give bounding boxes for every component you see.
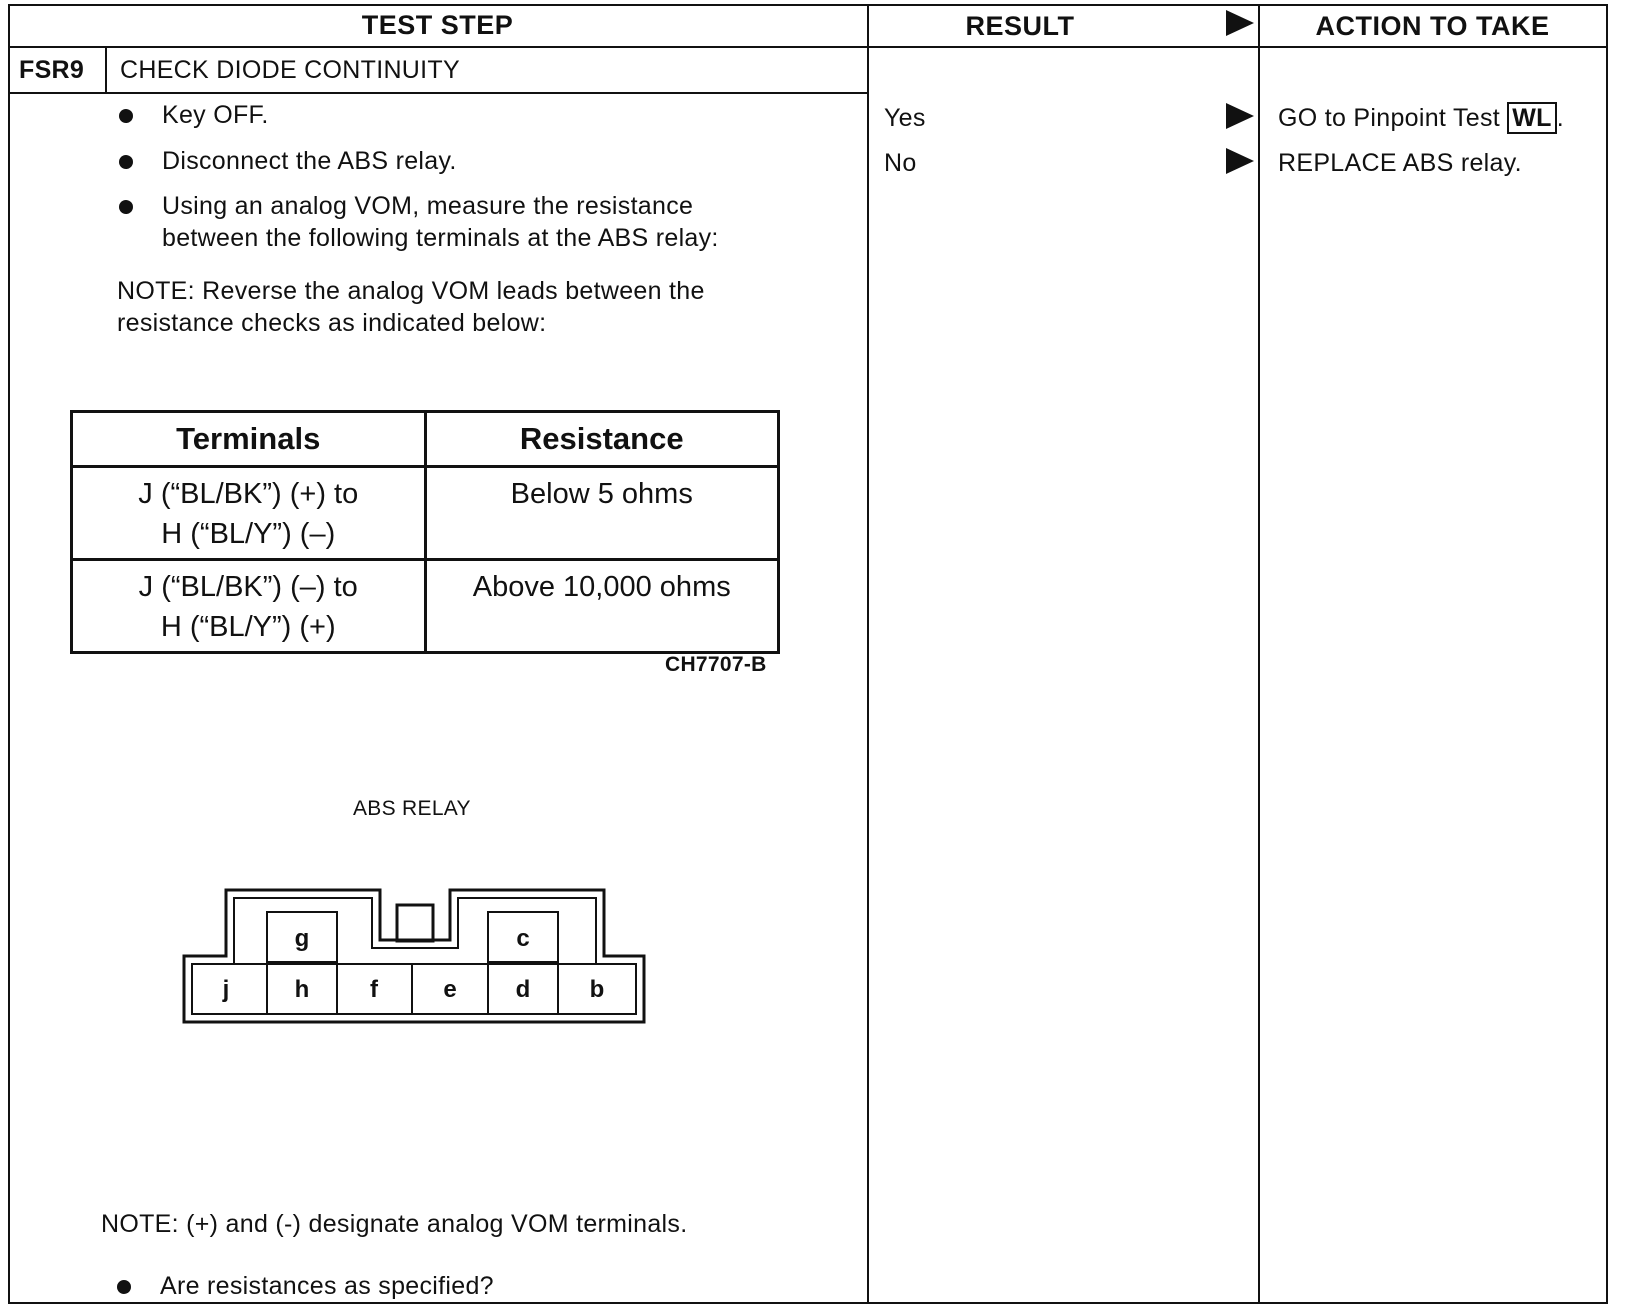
bullet-key-off: Key OFF.: [162, 101, 269, 129]
table-row: [72, 467, 779, 560]
relay-label: ABS RELAY: [353, 797, 471, 820]
terminals-line: J (“BL/BK”) (+) to: [138, 478, 359, 510]
pin-label-bottom: h: [294, 976, 310, 1003]
pin-label-top: c: [516, 925, 530, 952]
question-resistances: Are resistances as specified?: [160, 1272, 494, 1300]
header-test-step: TEST STEP: [361, 10, 514, 40]
step-code-divider: [105, 46, 107, 92]
terminals-line: H (“BL/Y”) (+): [160, 611, 336, 643]
resistance-table: [70, 410, 780, 654]
resistance-cell: Below 5 ohms: [425, 467, 779, 560]
pin-label-bottom: j: [222, 976, 230, 1003]
note-reverse-line2: resistance checks as indicated below:: [117, 309, 547, 337]
bullet-icon: [119, 200, 133, 214]
divider-result-action: [1258, 4, 1260, 1304]
terminals-cell: [72, 560, 426, 653]
arrow-right-icon: [1226, 103, 1254, 129]
table-row: [72, 560, 779, 653]
divider-test-result: [867, 4, 869, 1304]
header-action: ACTION TO TAKE: [1315, 11, 1550, 41]
result-yes: Yes: [884, 104, 926, 132]
header-divider: [8, 46, 1608, 48]
column-header-terminals: Terminals: [72, 412, 426, 467]
pin-label-top: g: [294, 925, 310, 952]
relay-diagram: [180, 880, 650, 1035]
step-title: CHECK DIODE CONTINUITY: [120, 56, 460, 84]
bullet-measure-line1: Using an analog VOM, measure the resistance: [162, 192, 694, 220]
bullet-icon: [119, 109, 133, 123]
terminals-cell: [72, 467, 426, 560]
pin-label-bottom: e: [443, 976, 457, 1003]
bullet-icon: [117, 1280, 131, 1294]
result-no: No: [884, 149, 917, 177]
note-vom-terminals: NOTE: (+) and (-) designate analog VOM terminals.: [101, 1210, 688, 1238]
action-yes-text: GO to Pinpoint Test: [1278, 104, 1508, 132]
pinpoint-test-link[interactable]: WL: [1507, 102, 1556, 134]
arrow-right-icon: [1226, 148, 1254, 174]
bullet-icon: [119, 155, 133, 169]
step-title-divider: [8, 92, 868, 94]
header-arrow-icon: [1226, 10, 1254, 36]
terminals-line: J (“BL/BK”) (–) to: [138, 571, 358, 603]
action-yes-suffix: .: [1556, 104, 1564, 132]
header-result: RESULT: [965, 11, 1075, 41]
bullet-measure-line2: between the following terminals at the ABS relay:: [162, 224, 719, 252]
resistance-cell: Above 10,000 ohms: [425, 560, 779, 653]
figure-id: CH7707-B: [665, 653, 767, 676]
step-code: FSR9: [19, 56, 85, 84]
column-header-resistance: Resistance: [425, 412, 779, 467]
table-header-row: [72, 412, 779, 467]
bullet-disconnect-relay: Disconnect the ABS relay.: [162, 147, 457, 175]
note-reverse-line1: NOTE: Reverse the analog VOM leads between the: [117, 277, 705, 305]
terminals-line: H (“BL/Y”) (–): [161, 518, 336, 550]
pin-label-bottom: d: [515, 976, 531, 1003]
pin-label-bottom: b: [589, 976, 605, 1003]
action-yes: [1278, 104, 1564, 133]
action-no: REPLACE ABS relay.: [1278, 149, 1522, 177]
pin-label-bottom: f: [370, 976, 378, 1003]
